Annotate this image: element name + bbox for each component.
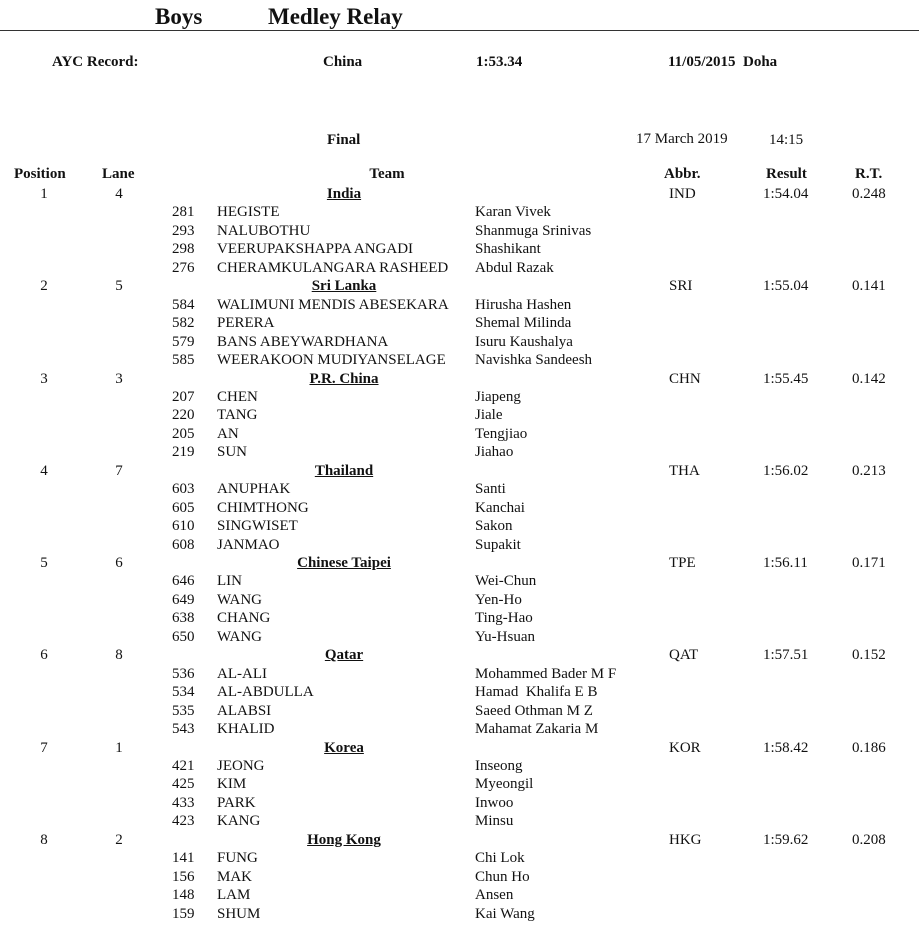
swimmer-given-name: Shemal Milinda (475, 315, 572, 332)
swimmer-surname: SUN (217, 444, 248, 461)
swimmer-number: 638 (172, 610, 195, 627)
position-value: 8 (40, 831, 48, 848)
result-time: 1:55.04 (763, 278, 809, 295)
swimmer-surname: KHALID (217, 721, 275, 738)
swimmer-given-name: Ansen (475, 887, 514, 904)
column-abbr: Abbr. (664, 166, 701, 182)
swimmer-surname: KIM (217, 776, 247, 793)
position-value: 7 (40, 739, 48, 756)
swimmer-given-name: Shanmuga Srinivas (475, 222, 592, 239)
team-name: P.R. China (309, 370, 379, 387)
team-abbr: CHN (669, 370, 701, 387)
swimmer-given-name: Santi (475, 481, 506, 498)
swimmer-surname: CHANG (217, 610, 271, 627)
reaction-time: 0.186 (852, 739, 886, 756)
swimmer-given-name: Jiale (475, 407, 503, 424)
reaction-time: 0.208 (852, 831, 886, 848)
lane-value: 4 (115, 186, 123, 202)
event-title: Medley Relay (268, 4, 403, 29)
swimmer-surname: JANMAO (217, 536, 280, 553)
swimmer-surname: WANG (217, 591, 262, 608)
record-holder: China (323, 54, 363, 70)
swimmer-number: 219 (172, 444, 195, 461)
swimmer-given-name: Wei-Chun (475, 573, 537, 590)
event-date: 17 March 2019 (636, 131, 728, 147)
swimmer-surname: CHERAMKULANGARA RASHEED (217, 259, 449, 276)
swimmer-surname: VEERUPAKSHAPPA ANGADI (217, 241, 414, 258)
team-abbr: SRI (669, 278, 693, 295)
team-name: Qatar (324, 647, 364, 664)
swimmer-number: 605 (172, 499, 195, 516)
swimmer-given-name: Myeongil (475, 776, 534, 793)
result-time: 1:57.51 (763, 647, 809, 664)
swimmer-surname: NALUBOTHU (217, 222, 311, 239)
gender-title: Boys (155, 4, 203, 29)
event-time: 14:15 (769, 132, 804, 148)
swimmer-surname: WANG (217, 628, 262, 645)
result-time: 1:56.11 (763, 555, 808, 571)
reaction-time: 0.248 (852, 186, 886, 202)
swimmer-number: 535 (172, 702, 195, 719)
swimmer-given-name: Kai Wang (475, 905, 535, 922)
team-abbr: KOR (669, 739, 701, 756)
team-name: Korea (324, 739, 364, 756)
swimmer-number: 276 (172, 259, 195, 276)
swimmer-number: 156 (172, 868, 195, 885)
reaction-time: 0.213 (852, 462, 886, 479)
column-team: Team (369, 166, 405, 182)
reaction-time: 0.152 (852, 647, 886, 664)
lane-value: 2 (115, 831, 123, 848)
result-time: 1:58.42 (763, 739, 809, 756)
swimmer-surname: MAK (217, 868, 253, 885)
swimmer-number: 421 (172, 757, 195, 774)
reaction-time: 0.142 (852, 370, 886, 387)
swimmer-number: 543 (172, 721, 195, 738)
record-time: 1:53.34 (476, 54, 523, 70)
header-divider (0, 30, 919, 31)
swimmer-given-name: Sakon (475, 518, 513, 535)
swimmer-surname: JEONG (217, 757, 265, 774)
reaction-time: 0.141 (852, 278, 886, 295)
swimmer-surname: BANS ABEYWARDHANA (217, 333, 389, 350)
swimmer-surname: PERERA (217, 315, 275, 332)
swimmer-given-name: Hirusha Hashen (475, 296, 572, 313)
swimmer-given-name: Isuru Kaushalya (475, 333, 573, 350)
swimmer-number: 205 (172, 425, 195, 442)
swimmer-surname: PARK (217, 794, 256, 811)
swimmer-surname: WALIMUNI MENDIS ABESEKARA (217, 296, 449, 313)
swimmer-surname: ALABSI (217, 702, 272, 719)
swimmer-given-name: Hamad Khalifa E B (475, 684, 598, 701)
swimmer-number: 584 (172, 296, 195, 313)
lane-value: 6 (115, 555, 123, 571)
swimmer-given-name: Saeed Othman M Z (475, 702, 593, 719)
swimmer-given-name: Inwoo (475, 794, 514, 811)
swimmer-number: 585 (172, 352, 195, 369)
result-time: 1:54.04 (763, 186, 809, 202)
team-abbr: TPE (669, 555, 696, 571)
swimmer-number: 536 (172, 665, 195, 682)
team-abbr: THA (669, 462, 700, 479)
swimmer-surname: LAM (217, 887, 251, 904)
swimmer-surname: CHEN (217, 388, 258, 405)
team-name: Chinese Taipei (297, 555, 391, 571)
swimmer-surname: KANG (217, 813, 261, 830)
swimmer-given-name: Chun Ho (475, 868, 530, 885)
swimmer-given-name: Mohammed Bader M F (475, 665, 617, 682)
column-position: Position (14, 166, 66, 182)
swimmer-surname: AL-ABDULLA (217, 684, 314, 701)
record-date-place: 11/05/2015 Doha (668, 54, 778, 70)
swimmer-number: 298 (172, 241, 195, 258)
position-value: 4 (40, 462, 48, 479)
swimmer-given-name: Navishka Sandeesh (475, 352, 593, 369)
position-value: 6 (40, 647, 48, 664)
column-result: Result (766, 166, 807, 182)
swimmer-surname: TANG (217, 407, 258, 424)
swimmer-given-name: Tengjiao (475, 425, 528, 442)
swimmer-number: 423 (172, 813, 195, 830)
swimmer-given-name: Mahamat Zakaria M (475, 721, 599, 738)
lane-value: 5 (115, 278, 123, 295)
swimmer-given-name: Yu-Hsuan (475, 628, 535, 645)
swimmer-given-name: Kanchai (475, 499, 525, 516)
swimmer-number: 646 (172, 573, 195, 590)
swimmer-given-name: Supakit (475, 536, 521, 553)
position-value: 3 (40, 370, 48, 387)
swimmer-given-name: Chi Lok (475, 850, 525, 867)
swimmer-surname: LIN (217, 573, 242, 590)
team-abbr: QAT (669, 647, 699, 664)
swimmer-given-name: Inseong (475, 757, 523, 774)
lane-value: 3 (115, 370, 123, 387)
team-abbr: HKG (669, 831, 702, 848)
swimmer-given-name: Minsu (475, 813, 514, 830)
position-value: 1 (40, 186, 48, 202)
team-name: Hong Kong (307, 831, 381, 848)
position-value: 2 (40, 278, 48, 295)
swimmer-number: 281 (172, 204, 195, 221)
team-name: Sri Lanka (311, 278, 377, 295)
swimmer-number: 579 (172, 333, 195, 350)
swimmer-surname: AN (217, 425, 239, 442)
swimmer-surname: ANUPHAK (217, 481, 291, 498)
swimmer-surname: SINGWISET (217, 518, 298, 535)
swimmer-number: 603 (172, 481, 195, 498)
swimmer-number: 425 (172, 776, 195, 793)
swimmer-number: 534 (172, 684, 195, 701)
team-abbr: IND (669, 186, 696, 202)
swimmer-number: 207 (172, 388, 195, 405)
team-name: India (326, 186, 362, 202)
result-time: 1:56.02 (763, 462, 809, 479)
swimmer-given-name: Yen-Ho (475, 591, 522, 608)
column-rt: R.T. (855, 166, 883, 182)
position-value: 5 (40, 555, 48, 571)
swimmer-surname: SHUM (217, 905, 261, 922)
swimmer-number: 610 (172, 518, 195, 535)
swimmer-number: 148 (172, 887, 195, 904)
lane-value: 7 (115, 462, 123, 479)
swimmer-number: 293 (172, 222, 195, 239)
swimmer-number: 582 (172, 315, 195, 332)
round-label: Final (327, 132, 361, 148)
swimmer-surname: WEERAKOON MUDIYANSELAGE (217, 352, 446, 369)
swimmer-given-name: Jiapeng (475, 388, 521, 405)
swimmer-given-name: Abdul Razak (475, 259, 554, 276)
result-time: 1:55.45 (763, 370, 809, 387)
record-label: AYC Record: (52, 54, 139, 70)
column-lane: Lane (102, 166, 135, 182)
lane-value: 1 (115, 739, 123, 756)
result-time: 1:59.62 (763, 831, 809, 848)
swimmer-given-name: Ting-Hao (475, 610, 533, 627)
swimmer-surname: HEGISTE (217, 204, 280, 221)
swimmer-number: 649 (172, 591, 195, 608)
swimmer-number: 650 (172, 628, 195, 645)
swimmer-surname: CHIMTHONG (217, 499, 309, 516)
swimmer-number: 608 (172, 536, 195, 553)
swimmer-number: 141 (172, 850, 195, 867)
team-name: Thailand (314, 462, 374, 479)
swimmer-given-name: Shashikant (475, 241, 541, 258)
lane-value: 8 (115, 647, 123, 664)
swimmer-surname: FUNG (217, 850, 258, 867)
swimmer-number: 220 (172, 407, 195, 424)
swimmer-number: 159 (172, 905, 195, 922)
swimmer-given-name: Karan Vivek (475, 204, 551, 221)
swimmer-number: 433 (172, 794, 195, 811)
swimmer-given-name: Jiahao (475, 444, 514, 461)
reaction-time: 0.171 (852, 555, 886, 571)
swimmer-surname: AL-ALI (217, 665, 267, 682)
